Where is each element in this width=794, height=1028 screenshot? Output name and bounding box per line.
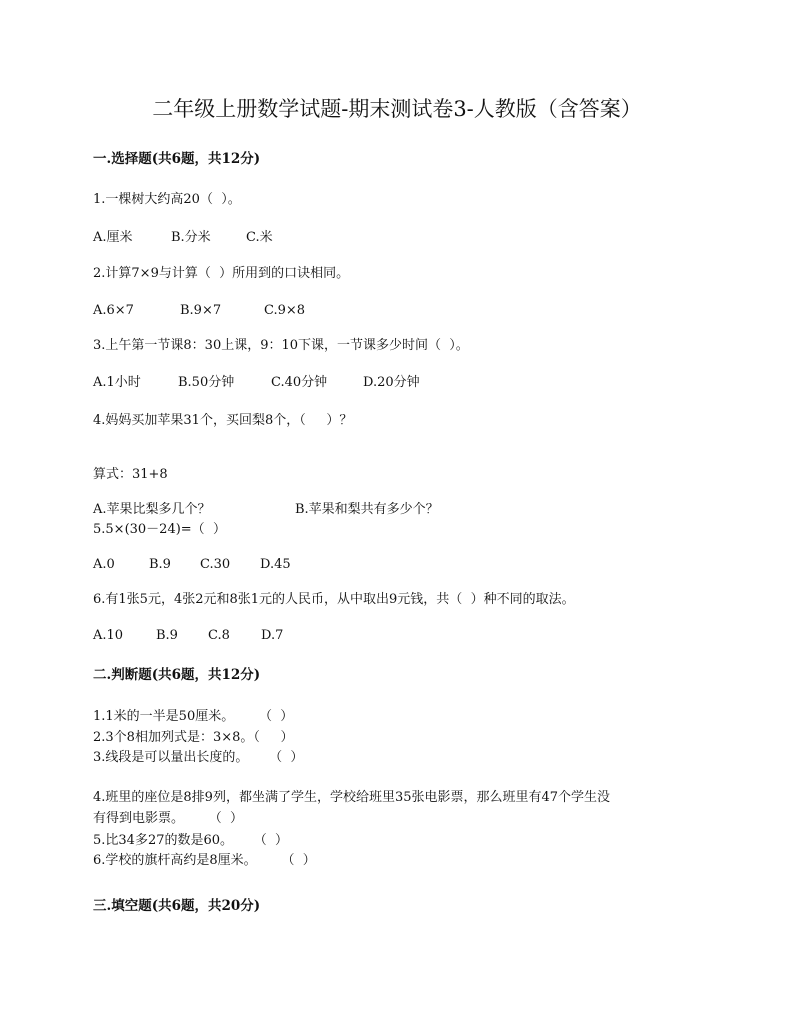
q4-option-b: B.苹果和梨共有多少个？ bbox=[295, 502, 439, 517]
judge-item-6: 6.学校的旗杆高约是8厘米。 （ ） bbox=[93, 853, 316, 868]
q5-option-c: C.30 bbox=[200, 557, 231, 572]
judge-item-1: 1.1米的一半是50厘米。 （ ） bbox=[93, 709, 294, 724]
page-title: 二年级上册数学试题-期末测试卷3-人教版（含答案） bbox=[152, 97, 642, 121]
q6-option-a: A.10 bbox=[93, 628, 124, 643]
q2-option-a: A.6×7 bbox=[93, 303, 134, 318]
q2-option-c: C.9×8 bbox=[264, 303, 306, 318]
judge-item-4-line-2: 有得到电影票。 （ ） bbox=[93, 811, 244, 826]
question-5: 5.5×(30－24)=（ ） bbox=[93, 522, 226, 537]
section-1-heading: 一.选择题(共6题，共12分) bbox=[93, 151, 261, 167]
question-1: 1.一棵树大约高20（ ）。 bbox=[93, 192, 241, 207]
judge-item-3: 3.线段是可以量出长度的。 （ ） bbox=[93, 750, 304, 765]
q4-formula: 算式：31+8 bbox=[93, 467, 168, 482]
q5-option-b: B.9 bbox=[149, 557, 171, 572]
q1-option-a: A.厘米 bbox=[93, 230, 133, 245]
section-3-heading: 三.填空题(共6题，共20分) bbox=[93, 898, 261, 914]
q6-option-d: D.7 bbox=[261, 628, 284, 643]
question-6: 6.有1张5元，4张2元和8张1元的人民币，从中取出9元钱，共（ ）种不同的取法。 bbox=[93, 592, 575, 607]
q5-option-d: D.45 bbox=[260, 557, 291, 572]
q1-option-b: B.分米 bbox=[171, 230, 211, 245]
question-2: 2.计算7×9与计算（ ）所用到的口诀相同。 bbox=[93, 266, 350, 281]
q3-option-d: D.20分钟 bbox=[363, 375, 420, 390]
q6-option-b: B.9 bbox=[156, 628, 178, 643]
judge-item-2: 2.3个8相加列式是：3×8。（ ） bbox=[93, 730, 294, 745]
question-3: 3.上午第一节课8：30上课，9：10下课，一节课多少时间（ ）。 bbox=[93, 338, 469, 353]
judge-item-4-line-1: 4.班里的座位是8排9列，都坐满了学生，学校给班里35张电影票，那么班里有47个学生没 bbox=[93, 790, 611, 805]
question-4: 4.妈妈买加苹果31个，买回梨8个，（ ）？ bbox=[93, 413, 353, 428]
section-2-heading: 二.判断题(共6题，共12分) bbox=[93, 667, 261, 683]
judge-item-5: 5.比34多27的数是60。 （ ） bbox=[93, 833, 288, 848]
q6-option-c: C.8 bbox=[208, 628, 230, 643]
q3-option-c: C.40分钟 bbox=[271, 375, 328, 390]
q5-option-a: A.0 bbox=[93, 557, 115, 572]
q3-option-b: B.50分钟 bbox=[178, 375, 235, 390]
q3-option-a: A.1小时 bbox=[93, 375, 141, 390]
q4-option-a: A.苹果比梨多几个？ bbox=[93, 502, 211, 517]
q2-option-b: B.9×7 bbox=[180, 303, 222, 318]
q1-option-c: C.米 bbox=[246, 230, 273, 245]
